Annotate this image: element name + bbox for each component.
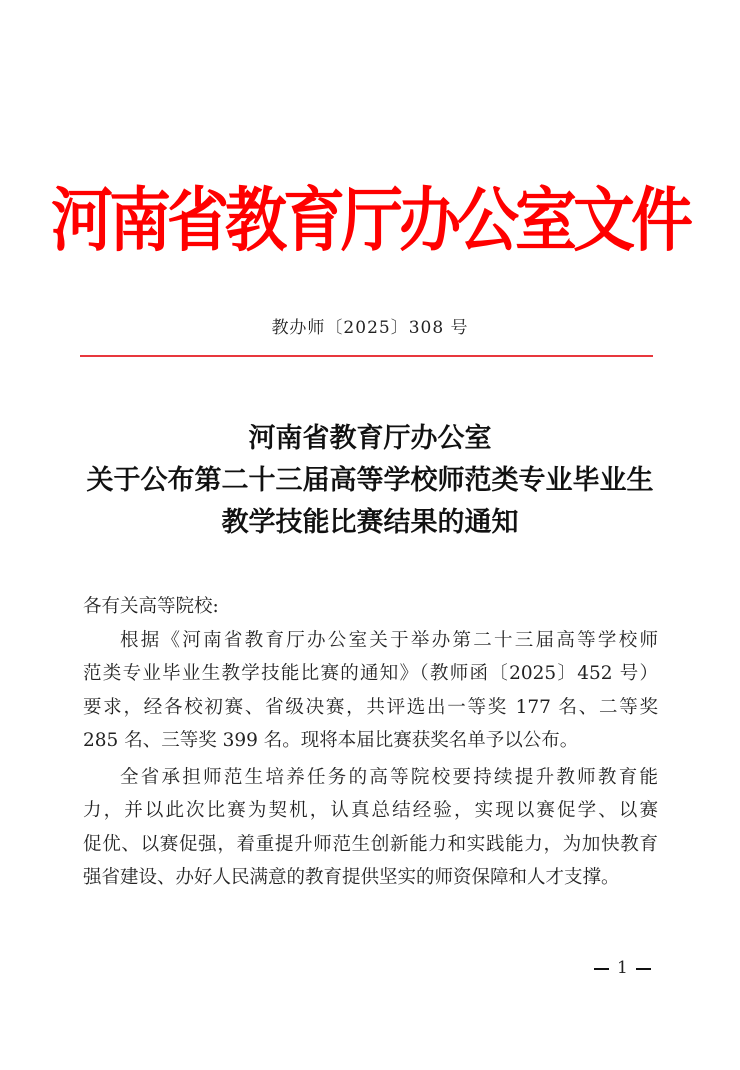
dash-left	[594, 968, 609, 970]
page-number	[594, 958, 659, 978]
paragraph-line: 强省建设、办好人民满意的教育提供坚实的师资保障和人才支撑。	[83, 867, 620, 888]
dash-right	[636, 968, 651, 970]
document-number: 教办师〔2025〕308 号	[271, 318, 469, 338]
title-line-2: 关于公布第二十三届高等学校师范类专业毕业生	[86, 465, 654, 496]
salutation: 各有关高等院校:	[83, 596, 219, 617]
paragraph-line: 根据《河南省教育厅办公室关于举办第二十三届高等学校师	[120, 629, 658, 651]
page-number-value: 1	[617, 958, 628, 978]
paragraph-line: 促优、以赛促强，着重提升师范生创新能力和实践能力，为加快教育	[83, 833, 658, 855]
paragraph-line: 285 名、三等奖 399 名。现将本届比赛获奖名单予以公布。	[83, 730, 579, 751]
red-divider-line	[80, 355, 653, 357]
paragraph-line: 范类专业毕业生教学技能比赛的通知》（教师函〔2025〕452 号）	[83, 663, 658, 684]
title-line-3: 教学技能比赛结果的通知	[221, 507, 519, 538]
paragraph-2	[83, 761, 658, 895]
paragraph-line: 全省承担师范生培养任务的高等院校要持续提升教师教育能	[120, 766, 658, 788]
paragraph-1	[83, 624, 658, 758]
red-header-title: 河南省教育厅办公室文件	[50, 179, 689, 261]
title-line-1: 河南省教育厅办公室	[248, 423, 492, 454]
document-body	[83, 590, 658, 895]
notice-title	[0, 418, 740, 544]
paragraph-line: 力，并以此次比赛为契机，认真总结经验，实现以赛促学、以赛	[83, 800, 658, 821]
paragraph-line: 要求，经各校初赛、省级决赛，共评选出一等奖 177 名、二等奖	[83, 696, 658, 718]
